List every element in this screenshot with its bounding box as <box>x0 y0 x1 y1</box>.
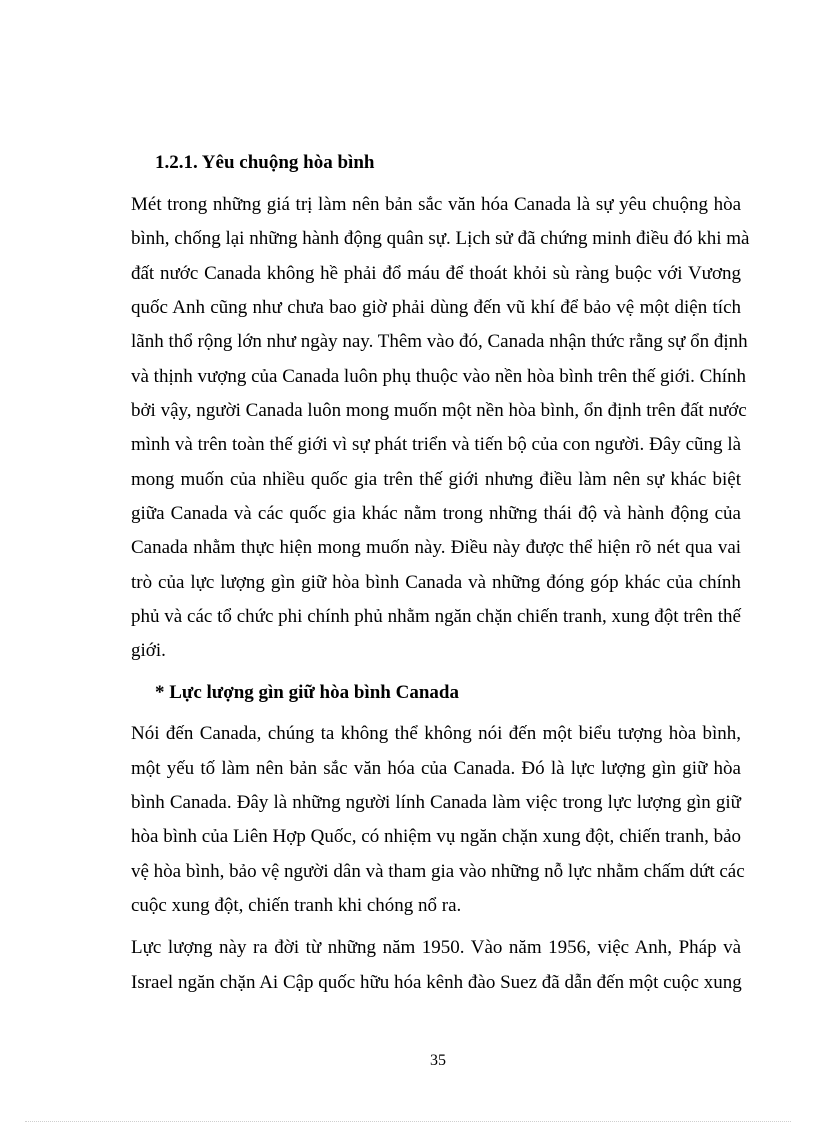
paragraph-1-line: đất nước Canada không hề phải đổ máu để thoát khỏi sù ràng buộc với Vương <box>131 263 742 284</box>
paragraph-1-line: mình và trên toàn thế giới vì sự phát triển và tiến bộ của con người. Đây cũng là <box>131 434 742 455</box>
paragraph-1-line: trò của lực lượng gìn giữ hòa bình Canada và những đóng góp khác của chính <box>131 572 741 593</box>
paragraph-1-line: lãnh thổ rộng lớn như ngày nay. Thêm vào đó, Canada nhận thức rằng sự ổn định <box>131 331 748 352</box>
page-number: 35 <box>430 1052 446 1069</box>
paragraph-1-line: giới. <box>131 640 166 661</box>
page-bottom-divider <box>25 1121 791 1122</box>
paragraph-1-line: Mét trong những giá trị làm nên bản sắc văn hóa Canada là sự yêu chuộng hòa <box>131 194 742 215</box>
paragraph-1-line: Canada nhằm thực hiện mong muốn này. Điều này được thể hiện rõ nét qua vai <box>131 537 742 558</box>
paragraph-2-line: hòa bình của Liên Hợp Quốc, có nhiệm vụ ngăn chặn xung đột, chiến tranh, bảo <box>131 826 742 847</box>
paragraph-2-line: bình Canada. Đây là những người lính Canada làm việc trong lực lượng gìn giữ <box>131 792 741 813</box>
paragraph-1-line: bởi vậy, người Canada luôn mong muốn một nền hòa bình, ổn định trên đất nước <box>131 400 747 421</box>
paragraph-2-line: cuộc xung đột, chiến tranh khi chóng nổ ra. <box>131 895 462 916</box>
paragraph-1-line: mong muốn của nhiều quốc gia trên thế giới nhưng điều làm nên sự khác biệt <box>131 469 741 490</box>
paragraph-3-line: Lực lượng này ra đời từ những năm 1950. Vào năm 1956, việc Anh, Pháp và <box>131 937 742 958</box>
subheading: * Lực lượng gìn giữ hòa bình Canada <box>155 682 459 703</box>
paragraph-1-line: và thịnh vượng của Canada luôn phụ thuộc vào nền hòa bình trên thế giới. Chính <box>131 366 747 387</box>
paragraph-3-line: Israel ngăn chặn Ai Cập quốc hữu hóa kênh đào Suez đã dẫn đến một cuộc xung <box>131 972 742 993</box>
paragraph-2-line: Nói đến Canada, chúng ta không thể không nói đến một biểu tượng hòa bình, <box>131 723 742 744</box>
section-heading: 1.2.1. Yêu chuộng hòa bình <box>155 152 375 173</box>
paragraph-1-line: giữa Canada và các quốc gia khác nằm trong những thái độ và hành động của <box>131 503 741 524</box>
paragraph-2-line: vệ hòa bình, bảo vệ người dân và tham gia vào những nỗ lực nhằm chấm dứt các <box>131 861 745 882</box>
paragraph-2-line: một yếu tố làm nên bản sắc văn hóa của Canada. Đó là lực lượng gìn giữ hòa <box>131 758 741 779</box>
paragraph-1-line: quốc Anh cũng như chưa bao giờ phải dùng đến vũ khí để bảo vệ một diện tích <box>131 297 742 318</box>
paragraph-1-line: phủ và các tổ chức phi chính phủ nhằm ngăn chặn chiến tranh, xung đột trên thế <box>131 606 741 627</box>
paragraph-1-line: bình, chống lại những hành động quân sự. Lịch sử đã chứng minh điều đó khi mà <box>131 228 750 249</box>
